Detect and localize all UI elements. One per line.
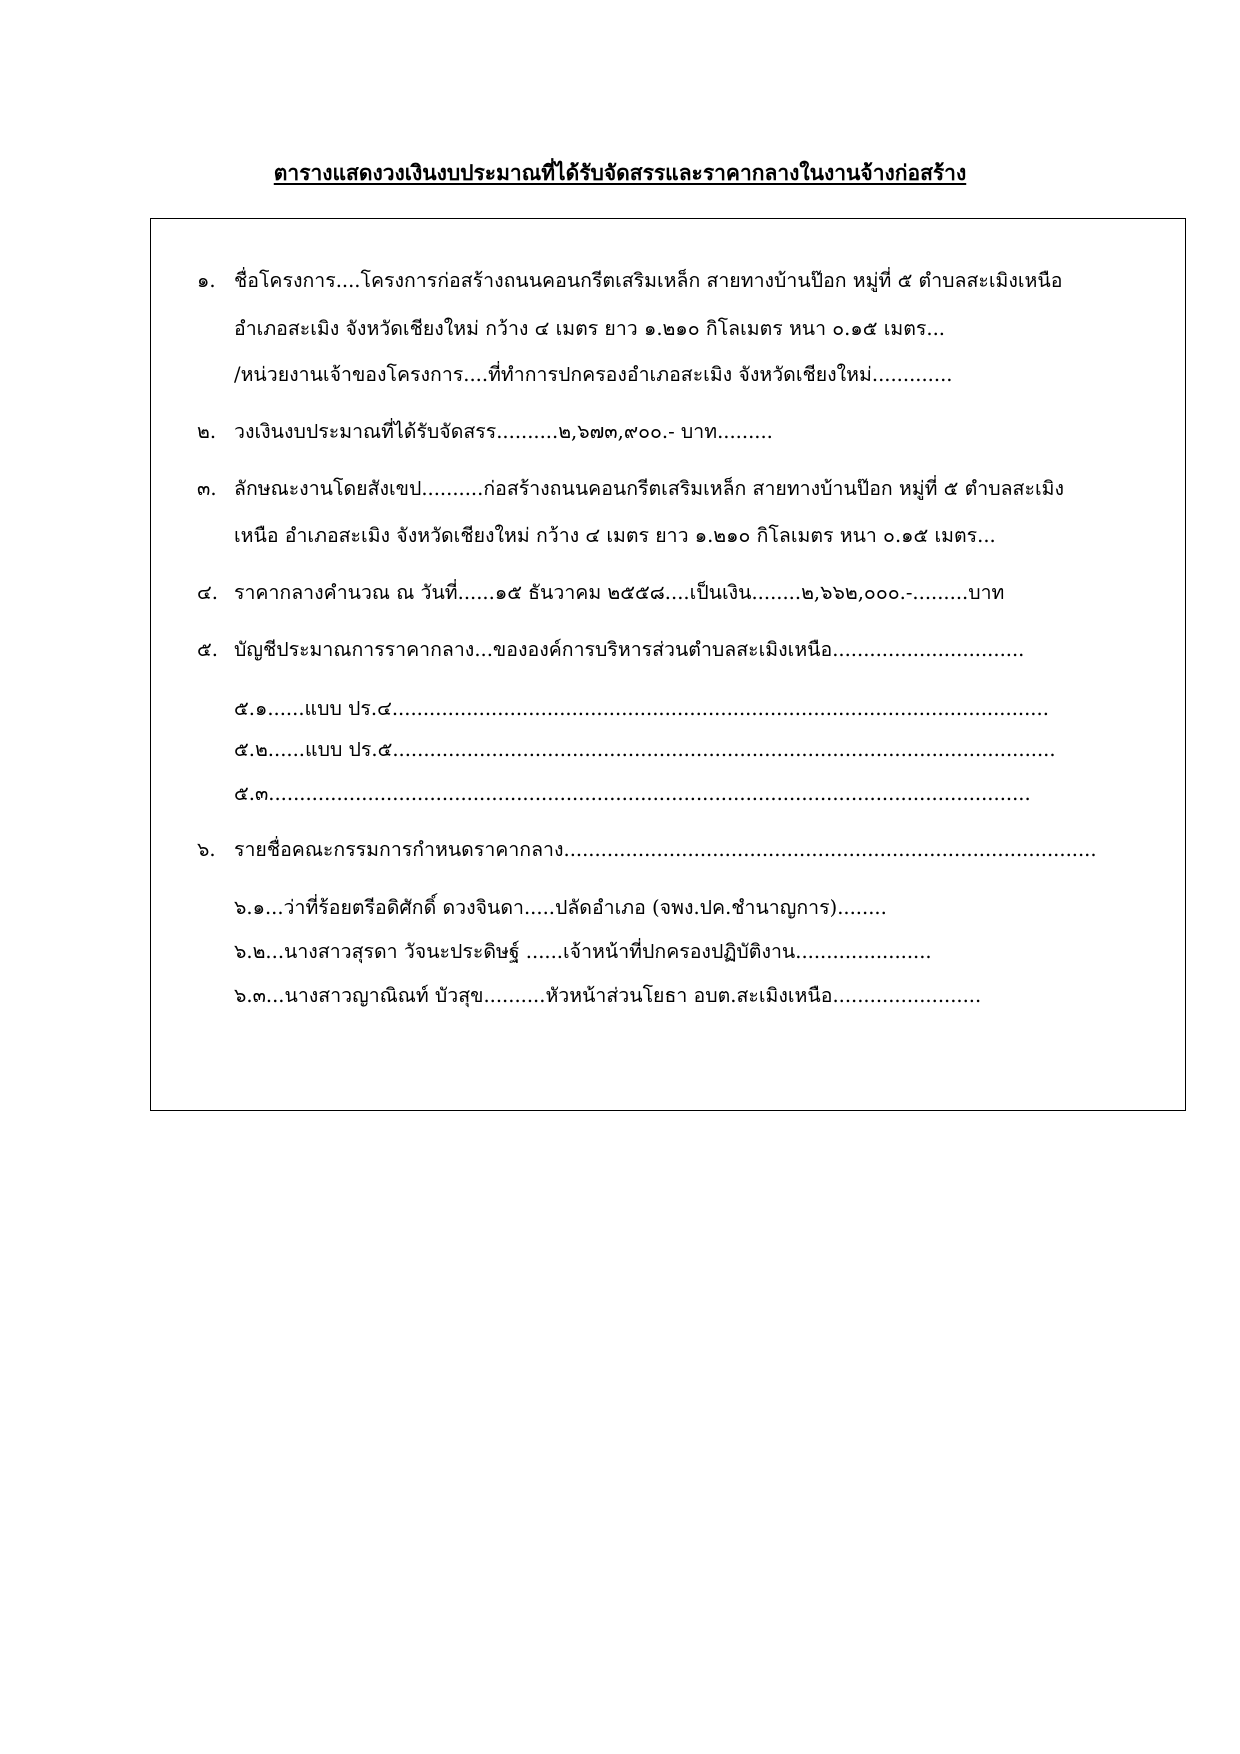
item-3-line-2: เหนือ อำเภอสะเมิง จังหวัดเชียงใหม่ กว้าง ๔ เมตร ยาว ๑.๒๑๐ กิโลเมตร หนา ๐.๑๕ เมตร...	[234, 524, 996, 547]
item-6-line-1	[197, 838, 1097, 862]
item-3-line-1	[197, 477, 1064, 501]
item-6-number: ๖.	[197, 838, 216, 861]
item-5-line-1	[197, 638, 1024, 662]
item-1-text-1: ชื่อโครงการ....โครงการก่อสร้างถนนคอนกรีตเสริมเหล็ก สายทางบ้านป๊อก หมู่ที่ ๕ ตำบลสะเมิงเหนือ	[234, 269, 1063, 292]
item-5-subitem-3: ๕.๓...........................................................................................................................	[234, 782, 1031, 805]
item-3-text-1: ลักษณะงานโดยสังเขป..........ก่อสร้างถนนคอนกรีตเสริมเหล็ก สายทางบ้านป๊อก หมู่ที่ ๕ ตำบลสะเมิง	[234, 477, 1064, 500]
page-title: ตารางแสดงวงเงินงบประมาณที่ได้รับจัดสรรและราคากลางในงานจ้างก่อสร้าง	[273, 160, 967, 185]
item-5-subitem-2: ๕.๒......แบบ ปร.๕...........................................................................................................	[234, 738, 1056, 761]
item-2-text-1: วงเงินงบประมาณที่ได้รับจัดสรร..........๒,๖๗๓,๙๐๐.- บาท.........	[234, 420, 773, 443]
item-6-text-1: รายชื่อคณะกรรมการกำหนดราคากลาง......................................................................................	[234, 838, 1097, 861]
item-1-line-1	[197, 269, 1062, 293]
item-1-number: ๑.	[197, 269, 216, 292]
item-2-line-1	[197, 420, 773, 444]
item-6-subitem-2: ๖.๒...นางสาวสุรดา วัจนะประดิษฐ์ ......เจ้าหน้าที่ปกครองปฏิบัติงาน......................	[234, 940, 932, 963]
item-5-subitem-1: ๕.๑......แบบ ปร.๔..........................................................................................................	[234, 697, 1049, 720]
item-3-number: ๓.	[197, 477, 217, 500]
item-6-subitem-1: ๖.๑...ว่าที่ร้อยตรีอดิศักดิ์ ดวงจินดา.....ปลัดอำเภอ (จพง.ปค.ชำนาญการ)........	[234, 896, 887, 919]
item-4-number: ๔.	[197, 581, 218, 604]
item-1-line-2: อำเภอสะเมิง จังหวัดเชียงใหม่ กว้าง ๔ เมตร ยาว ๑.๒๑๐ กิโลเมตร หนา ๐.๑๕ เมตร...	[234, 317, 945, 340]
item-4-text-1: ราคากลางคำนวณ ณ วันที่......๑๕ ธันวาคม ๒๕๕๘....เป็นเงิน........๒,๖๖๒,๐๐๐.-.........บาท	[234, 581, 1005, 604]
item-1-line-3: /หน่วยงานเจ้าของโครงการ....ที่ทำการปกครองอำเภอสะเมิง จังหวัดเชียงใหม่.............	[234, 363, 953, 386]
item-4-line-1	[197, 581, 1004, 605]
item-2-number: ๒.	[197, 420, 217, 443]
item-5-number: ๕.	[197, 638, 218, 661]
item-6-subitem-3: ๖.๓...นางสาวญาณิณท์ บัวสุข..........หัวหน้าส่วนโยธา อบต.สะเมิงเหนือ........................	[234, 984, 982, 1007]
item-5-text-1: บัญชีประมาณการราคากลาง...ขององค์การบริหารส่วนตำบลสะเมิงเหนือ...............................	[234, 638, 1025, 661]
content-frame	[150, 218, 1186, 1111]
